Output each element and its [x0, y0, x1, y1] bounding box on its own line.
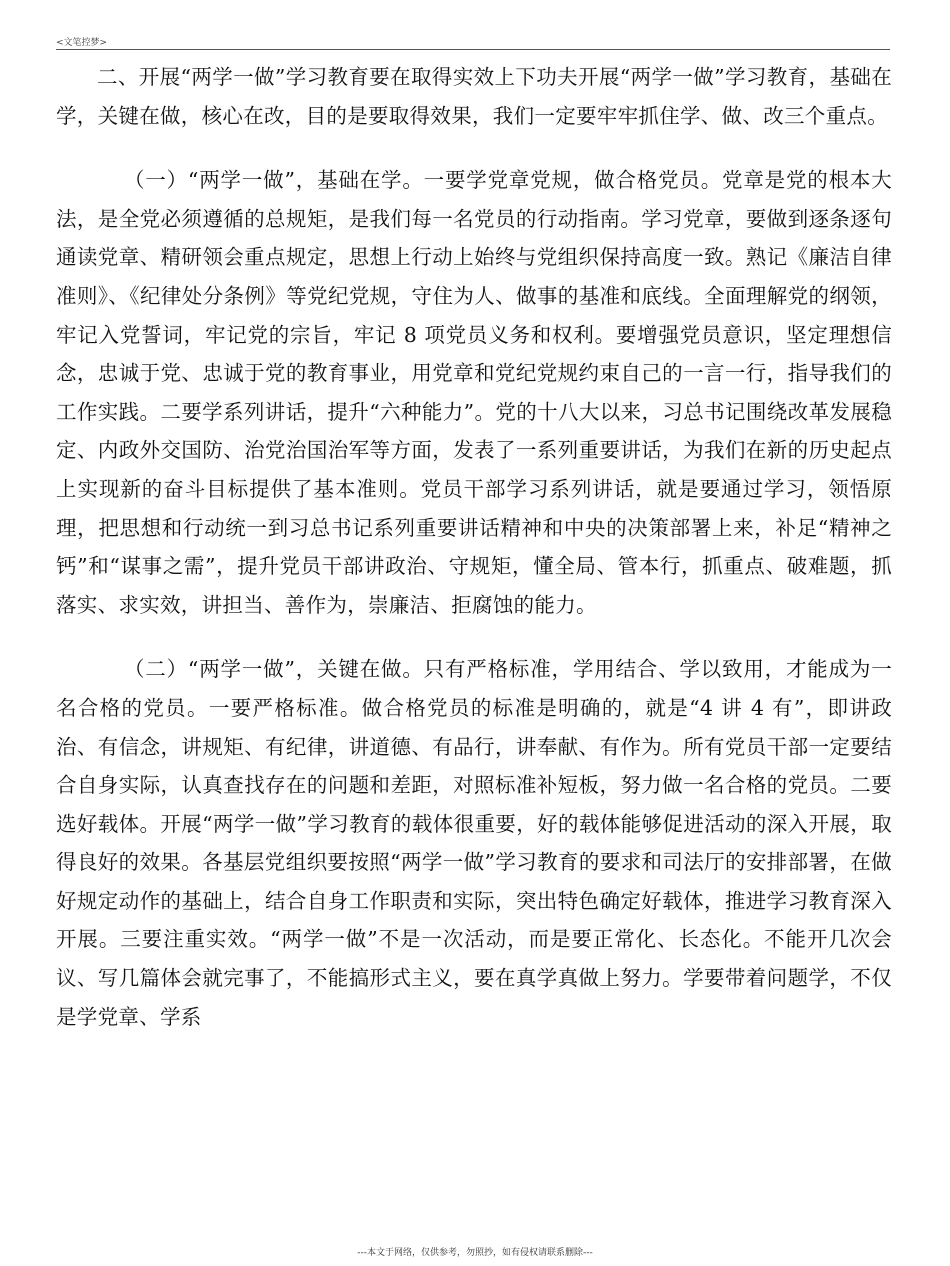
- paragraph-subsection-one: （一）“两学一做”，基础在学。一要学党章党规，做合格党员。党章是党的根本大法，是全党必须遵循的总规矩，是我们每一名党员的行动指南。学习党章，要做到逐条逐句通读党章、精研领会重点规定，思想上行动上始终与党组织保持高度一致。熟记《廉洁自律准则》、《纪律处分条例》等党纪党规，守住为人、做事的基准和底线。全面理解党的纲领，牢记入党誓词，牢记党的宗旨，牢记 8 项党员义务和权利。要增强党员意识，坚定理想信念，忠诚于党、忠诚于党的教育事业，用党章和党纪党规约束自己的一言一行，指导我们的工作实践。二要学系列讲话，提升“六种能力”。党的十八大以来，习总书记围绕改革发展稳定、内政外交国防、治党治国治军等方面，发表了一系列重要讲话，为我们在新的历史起点上实现新的奋斗目标提供了基本准则。党员干部学习系列讲话，就是要通过学习，领悟原理，把思想和行动统一到习总书记系列重要讲话精神和中央的决策部署上来，补足“精神之钙”和“谋事之需”，提升党员干部讲政治、守规矩，懂全局、管本行，抓重点、破难题，抓落实、求实效，讲担当、善作为，崇廉洁、拒腐蚀的能力。: [56, 168, 892, 617]
- paragraph-subsection-two: （二）“两学一做”，关键在做。只有严格标准，学用结合、学以致用，才能成为一名合格的党员。一要严格标准。做合格党员的标准是明确的，就是“4 讲 4 有”，即讲政治、有信念，讲规矩、有纪律，讲道德、有品行，讲奉献、有作为。所有党员干部一定要结合自身实际，认真查找存在的问题和差距，对照标准补短板，努力做一名合格的党员。二要选好载体。开展“两学一做”学习教育的载体很重要，好的载体能够促进活动的深入开展，取得良好的效果。各基层党组织要按照“两学一做”学习教育的要求和司法厅的安排部署，在做好规定动作的基础上，结合自身工作职责和实际，突出特色确定好载体，推进学习教育深入开展。三要注重实效。“两学一做”不是一次活动，而是要正常化、长态化。不能开几次会议、写几篇体会就完事了，不能搞形式主义，要在真学真做上努力。学要带着问题学，不仅是学党章、学系: [56, 657, 892, 1029]
- footer-disclaimer: ---本文于网络，仅供参考，勿照抄，如有侵权请联系删除---: [357, 1248, 593, 1258]
- paragraph-gap: [56, 135, 892, 161]
- header-divider: [56, 49, 890, 50]
- document-body: [56, 58, 892, 1036]
- paragraph-gap: [56, 624, 892, 650]
- header-tag: <文笔控梦>: [56, 38, 108, 48]
- paragraph-section-two: 二、开展“两学一做”学习教育要在取得实效上下功夫开展“两学一做”学习教育，基础在学，关键在做，核心在改，目的是要取得效果，我们一定要牢牢抓住学、做、改三个重点。: [56, 65, 892, 128]
